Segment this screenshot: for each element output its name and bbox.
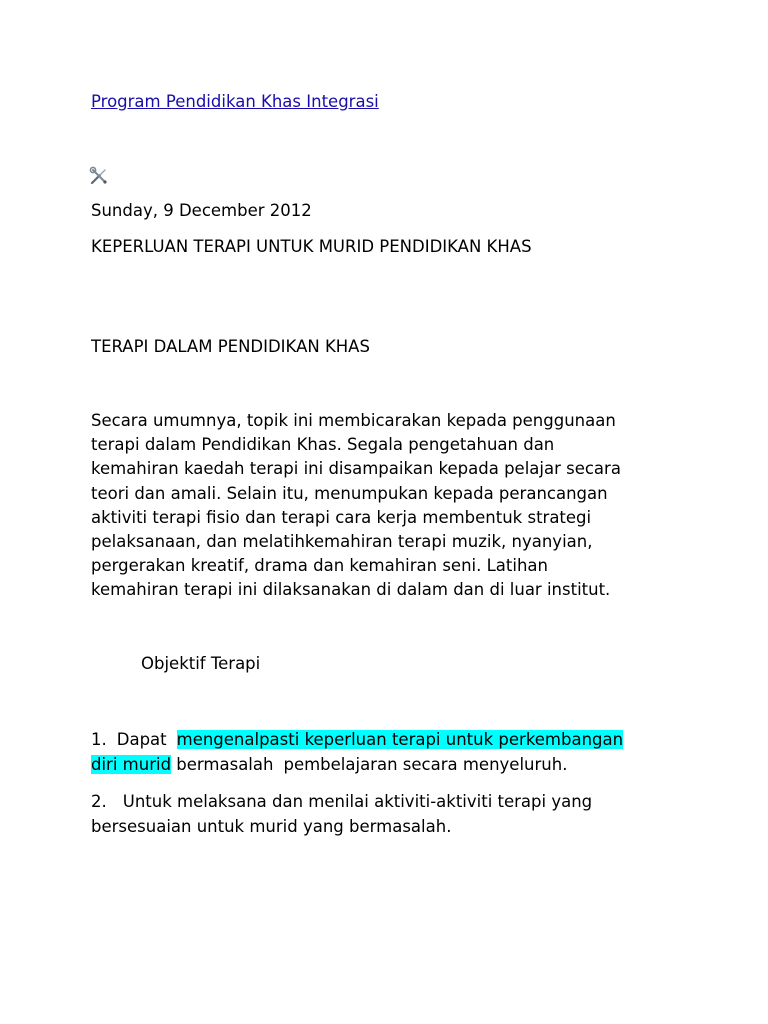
paragraph-line: pelaksanaan, dan melatihkemahiran terapi muzik, nyanyian, xyxy=(91,532,593,552)
objective-item-2-line-1 xyxy=(91,790,592,815)
tools-icon xyxy=(89,166,109,186)
paragraph-line: kemahiran kaedah terapi ini disampaikan kepada pelajar secara xyxy=(91,459,621,479)
paragraph-line: pergerakan kreatif, drama dan kemahiran seni. Latihan xyxy=(91,556,548,576)
paragraph-line: terapi dalam Pendidikan Khas. Segala pengetahuan dan xyxy=(91,435,555,455)
item-lead: Dapat xyxy=(116,730,167,749)
objective-item-2-line-2: bersesuaian untuk murid yang bermasalah. xyxy=(91,816,452,836)
post-title: KEPERLUAN TERAPI UNTUK MURID PENDIDIKAN KHAS xyxy=(91,237,532,256)
highlighted-text: diri murid xyxy=(91,754,172,774)
item-text: Untuk melaksana dan menilai aktiviti-aktiviti terapi yang xyxy=(122,792,593,811)
objective-item-2 xyxy=(91,790,592,839)
paragraph-line: aktiviti terapi fisio dan terapi cara kerja membentuk strategi xyxy=(91,507,592,527)
post-date: Sunday, 9 December 2012 xyxy=(91,201,312,220)
paragraph-line: Secara umumnya, topik ini membicarakan kepada penggunaan xyxy=(91,411,616,430)
objective-item-1-line-2 xyxy=(91,753,623,778)
item-number: 2. xyxy=(91,792,107,811)
paragraph-line: teori dan amali. Selain itu, menumpukan kepada perancangan xyxy=(91,483,608,503)
highlighted-text: mengenalpasti keperluan terapi untuk perkembangan xyxy=(176,730,624,749)
item-number: 1. xyxy=(91,730,107,749)
item-text: bermasalah xyxy=(171,754,274,774)
section-heading: TERAPI DALAM PENDIDIKAN KHAS xyxy=(91,337,370,356)
program-link[interactable]: Program Pendidikan Khas Integrasi xyxy=(91,92,379,111)
item-text: pembelajaran secara menyeluruh. xyxy=(283,754,568,774)
body-paragraph xyxy=(91,409,691,603)
objective-item-1-line-1 xyxy=(91,728,623,753)
objective-heading: Objektif Terapi xyxy=(141,654,261,673)
paragraph-line: kemahiran terapi ini dilaksanakan di dalam dan di luar institut. xyxy=(91,580,611,600)
objective-item-1 xyxy=(91,728,623,777)
